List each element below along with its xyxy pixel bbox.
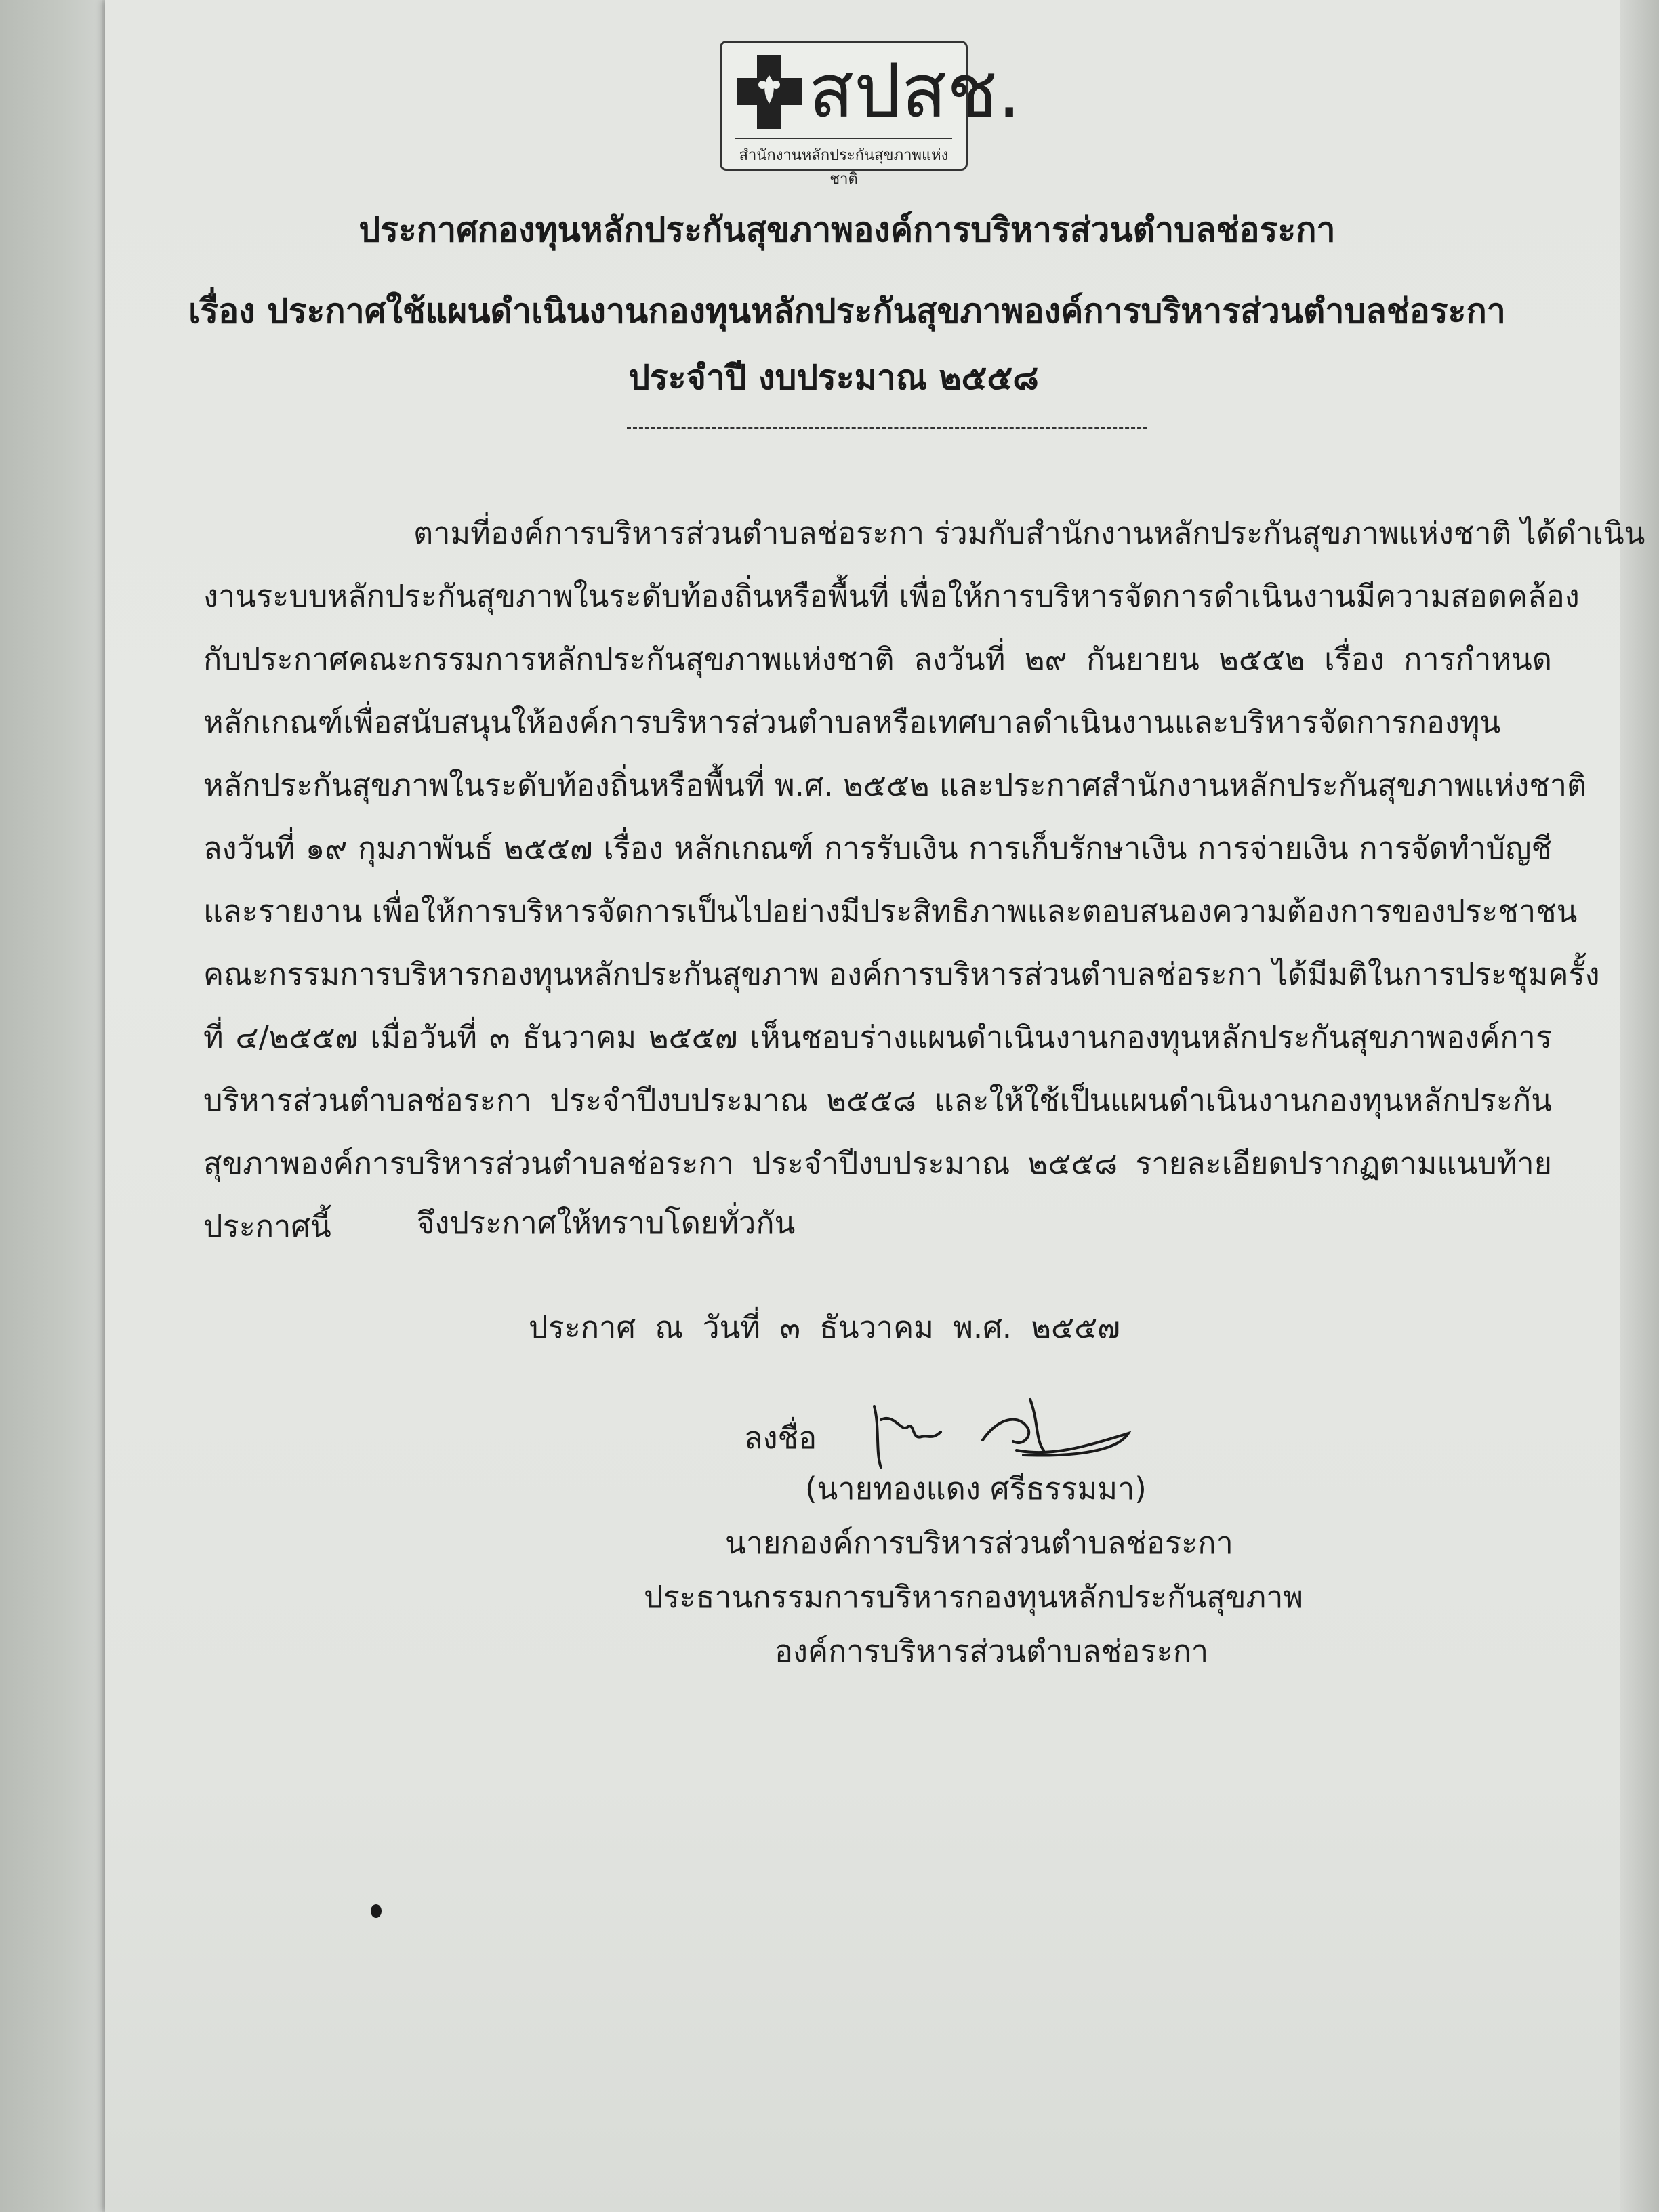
body-line: ที่ ๔/๒๕๕๗ เมื่อวันที่ ๓ ธันวาคม ๒๕๕๗ เห็นชอบร่างแผนดำเนินงานกองทุนหลักประกันสุขภาพองค์การ	[203, 1019, 1552, 1055]
body-paragraph	[203, 501, 1645, 1258]
announcement-date: ประกาศ ณ วันที่ ๓ ธันวาคม พ.ศ. ๒๕๕๗	[529, 1309, 1120, 1345]
body-line: สุขภาพองค์การบริหารส่วนตำบลช่อระกา ประจำปีงบประมาณ ๒๕๕๘ รายละเอียดปรากฏตามแนบท้าย	[203, 1145, 1552, 1181]
body-line: ตามที่องค์การบริหารส่วนตำบลช่อระกา ร่วมกับสำนักงานหลักประกันสุขภาพแห่งชาติ ได้ดำเนิน	[413, 515, 1645, 551]
body-line: และรายงาน เพื่อให้การบริหารจัดการเป็นไปอย่างมีประสิทธิภาพและตอบสนองความต้องการของประชาชน	[203, 893, 1578, 929]
body-line: ลงวันที่ ๑๙ กุมภาพันธ์ ๒๕๕๗ เรื่อง หลักเกณฑ์ การรับเงิน การเก็บรักษาเงิน การจ่ายเงิน การจัดทำบัญชี	[203, 830, 1552, 866]
page-edge	[1620, 0, 1659, 2212]
body-line: บริหารส่วนตำบลช่อระกา ประจำปีงบประมาณ ๒๕๕๘ และให้ใช้เป็นแผนดำเนินงานกองทุนหลักประกัน	[203, 1082, 1552, 1118]
signatory-organization: องค์การบริหารส่วนตำบลช่อระกา	[775, 1633, 1209, 1669]
announcement-subject: เรื่อง ประกาศใช้แผนดำเนินงานกองทุนหลักประกันสุขภาพองค์การบริหารส่วนตำบลช่อระกา	[188, 291, 1506, 331]
desk-background	[0, 0, 102, 2212]
logo-subtitle: สำนักงานหลักประกันสุขภาพแห่งชาติ	[735, 138, 952, 190]
signatory-name: (นายทองแดง ศรีธรรมมา)	[805, 1471, 1147, 1507]
body-line: หลักประกันสุขภาพในระดับท้องถิ่นหรือพื้นที่ พ.ศ. ๒๕๕๒ และประกาศสำนักงานหลักประกันสุขภาพแห่งชาติ	[203, 767, 1587, 803]
logo-wordmark: สปสช.	[808, 47, 1021, 134]
closing-statement: จึงประกาศให้ทราบโดยทั่วกัน	[417, 1205, 796, 1241]
dashed-divider	[627, 427, 1147, 429]
body-line: กับประกาศคณะกรรมการหลักประกันสุขภาพแห่งชาติ ลงวันที่ ๒๙ กันยายน ๒๕๕๒ เรื่อง การกำหนด	[203, 641, 1552, 677]
signature-label: ลงชื่อ	[744, 1420, 817, 1456]
fiscal-year-line: ประจำปี งบประมาณ ๒๕๕๘	[628, 358, 1039, 397]
signatory-title: ประธานกรรมการบริหารกองทุนหลักประกันสุขภาพ	[644, 1579, 1304, 1615]
body-line: งานระบบหลักประกันสุขภาพในระดับท้องถิ่นหรือพื้นที่ เพื่อให้การบริหารจัดการดำเนินงานมีความสอดคล้อง	[203, 578, 1580, 614]
signatory-title: นายกองค์การบริหารส่วนตำบลช่อระกา	[725, 1525, 1233, 1561]
body-line: ประกาศนี้	[203, 1208, 331, 1244]
nhso-logo	[720, 41, 1021, 188]
body-line: หลักเกณฑ์เพื่อสนับสนุนให้องค์การบริหารส่วนตำบลหรือเทศบาลดำเนินงานและบริหารจัดการกองทุน	[203, 704, 1501, 740]
cross-emblem-icon	[737, 55, 802, 129]
announcement-title: ประกาศกองทุนหลักประกันสุขภาพองค์การบริหารส่วนตำบลช่อระกา	[359, 210, 1336, 249]
ink-spot	[371, 1904, 382, 1918]
body-line: คณะกรรมการบริหารกองทุนหลักประกันสุขภาพ องค์การบริหารส่วนตำบลช่อระกา ได้มีมติในการประชุมครั้ง	[203, 956, 1600, 992]
handwritten-signature	[861, 1393, 1145, 1474]
